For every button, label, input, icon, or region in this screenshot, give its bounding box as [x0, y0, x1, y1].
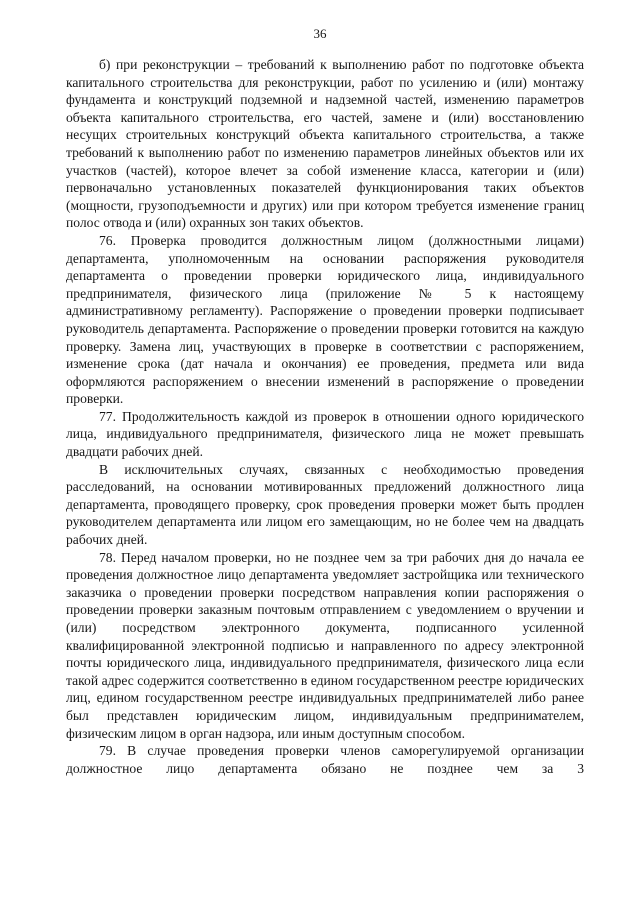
text-line: направленного по адресу электронной почты юридического лица,: [66, 637, 584, 671]
text-line: быть продлен руководителем департамента или лицом его замещающим, но не: [66, 496, 584, 530]
text-line: подписывает руководитель департамента. Распоряжение о проведении: [66, 303, 584, 336]
text-line: 77. Продолжительность каждой из проверок в отношении одного: [99, 408, 496, 424]
text-line: влечет за собой изменение класса, категории и (или) первоначально: [66, 162, 584, 196]
text-line: 76. Проверка проводится должностным лицом (должностными лицами): [99, 232, 584, 248]
text-line: расследований, на основании мотивированных предложений должностного: [66, 479, 546, 495]
text-line: 78. Перед началом проверки, но не позднее чем за три рабочих дня до: [99, 549, 524, 565]
text-line: или технического заказчика о проведении проверки посредством направления: [66, 567, 584, 600]
paragraph-77: [66, 408, 584, 461]
text-line: б) при реконструкции – требований к выполнению работ по подготовке: [99, 57, 534, 72]
text-line: лица департамента, проводящего проверку, срок проведения проверки может: [66, 479, 584, 512]
text-line: объекта капитального строительства для реконструкции, работ по усилению и: [66, 57, 584, 90]
paragraph-77-exceptions: [66, 461, 584, 549]
text-line: предпринимателя, физического лица (приложение № 5 к настоящему: [66, 285, 584, 301]
text-line: способом.: [406, 725, 466, 741]
text-line: (или) монтажу фундамента и конструкций подземной и надземной частей,: [66, 74, 584, 108]
text-line: содержится соответственно в едином государственном реестре юридических: [137, 672, 584, 688]
text-line: лиц, едином государственном реестре индивидуальных предпринимателей либо: [66, 690, 546, 706]
text-line: изменений в распоряжение о проведении проверки.: [66, 373, 584, 407]
paragraph-b-reconstruction: [66, 56, 584, 232]
text-line: юридического лица, индивидуального предпринимателя, физического лица не: [66, 408, 584, 442]
text-line: и (или) восстановлению несущих строительных конструкций объекта: [66, 109, 584, 143]
paragraph-79: [66, 742, 584, 777]
text-line: в соответствии с распоряжением, изменение срока (дат начала и окончания) ее: [66, 338, 584, 372]
text-line: установленных показателей функционирования таких объектов (мощности,: [66, 180, 584, 213]
text-line: копии распоряжения о проведении проверки заказным почтовым отправлением: [66, 584, 584, 618]
paragraph-78: [66, 549, 584, 743]
document-body: [66, 56, 584, 777]
text-line: предпринимателем, физическим лицом в орган надзора, или иным доступным: [66, 707, 584, 741]
text-line: может превышать двадцати рабочих дней.: [66, 426, 584, 460]
text-line: начала ее проведения должностное лицо департамента уведомляет застройщика: [66, 549, 584, 583]
text-line: ранее был представлен юридическим лицом, индивидуальным: [66, 690, 584, 723]
text-line: департамента о проведении проверки юридического лица, индивидуального: [66, 268, 584, 284]
text-line: 79. В случае проведения проверки членов саморегулируемой: [99, 743, 500, 759]
text-line: индивидуального предпринимателя, физического лица если такой адрес: [66, 655, 584, 688]
text-line: с уведомлением о вручении и (или) посредством электронного документа,: [66, 602, 584, 635]
text-line: изменению параметров линейных объектов или их участков (частей), которое: [66, 144, 584, 178]
text-line: административному регламенту). Распоряжение о проведении проверки: [66, 303, 503, 319]
text-line: В исключительных случаях, связанных с необходимостью проведения: [99, 461, 584, 477]
text-line: проверки готовится на каждую проверку. Замена лиц, участвующих в проверке: [66, 320, 584, 354]
text-line: департамента, уполномоченным на основании распоряжения руководителя: [66, 250, 584, 266]
text-line: изменению параметров объекта капитального строительства, его частей, замене: [66, 92, 584, 125]
paragraph-76: [66, 232, 584, 408]
text-line: организации должностное лицо департамента обязано не позднее чем за 3: [66, 743, 584, 776]
text-line: полос отвода и (или) охранных зон таких объектов.: [66, 215, 364, 231]
text-line: более чем на двадцать рабочих дней.: [66, 514, 584, 548]
text-line: грузоподъемности и других) или при котором требуется изменение границ: [138, 197, 584, 213]
text-line: подписанного усиленной квалифицированной электронной подписью и: [66, 620, 585, 653]
text-line: проведения, предмета или вида оформляются распоряжением о внесении: [66, 356, 584, 389]
text-line: капитального строительства, а также требований к выполнению работ по: [66, 127, 584, 160]
page-number: 36: [313, 26, 327, 41]
